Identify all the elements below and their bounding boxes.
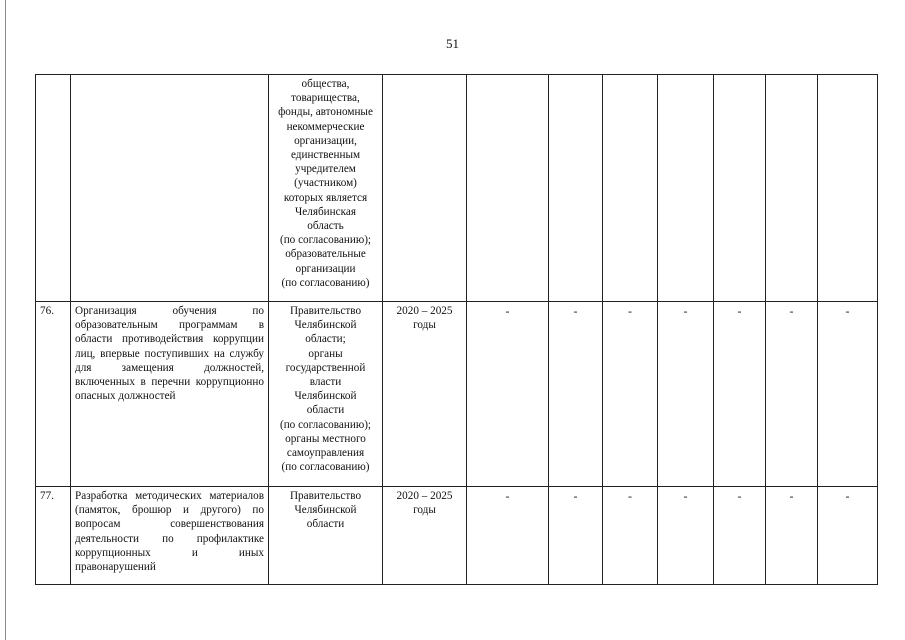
cell-value: -	[766, 302, 818, 487]
cell-name: Организация обучения по образовательным программам в области противодействия коррупции лиц, впервые поступивших на службу для замещения должностей, включенных в перечни коррупционно опасных должностей	[71, 302, 269, 487]
cell-value: -	[467, 487, 549, 585]
table-row-76	[36, 302, 878, 487]
cell-value	[818, 75, 878, 302]
cell-value	[467, 75, 549, 302]
page-number: 51	[446, 36, 459, 51]
cell-value	[714, 75, 766, 302]
activities-table	[35, 74, 878, 585]
table-row-77	[36, 487, 878, 585]
cell-executor: Правительство Челябинской области; органы государственной власти Челябинской области (по согласованию); органы местного самоуправления (по согласованию)	[269, 302, 383, 487]
cell-number: 76.	[36, 302, 71, 487]
cell-term: 2020 – 2025 годы	[383, 302, 467, 487]
cell-value: -	[467, 302, 549, 487]
table-row-continued	[36, 75, 878, 302]
cell-value	[658, 75, 714, 302]
cell-value: -	[549, 302, 603, 487]
cell-value	[766, 75, 818, 302]
cell-value: -	[549, 487, 603, 585]
cell-value: -	[603, 302, 658, 487]
cell-value: -	[714, 302, 766, 487]
cell-value: -	[658, 302, 714, 487]
cell-term	[383, 75, 467, 302]
cell-executor: Правительство Челябинской области	[269, 487, 383, 585]
cell-value: -	[818, 487, 878, 585]
cell-number	[36, 75, 71, 302]
cell-value: -	[818, 302, 878, 487]
cell-value: -	[603, 487, 658, 585]
cell-value	[549, 75, 603, 302]
cell-value	[603, 75, 658, 302]
cell-name	[71, 75, 269, 302]
cell-value: -	[766, 487, 818, 585]
cell-term: 2020 – 2025 годы	[383, 487, 467, 585]
cell-value: -	[658, 487, 714, 585]
left-margin-line	[5, 0, 6, 640]
cell-executor: общества, товарищества, фонды, автономные некоммерческие организации, единственным учредителем (участником) которых является Челябинская область (по согласованию); образовательные организации (по согласованию)	[269, 75, 383, 302]
cell-name: Разработка методических материалов (памяток, брошюр и другого) по вопросам совершенствования деятельности по профилактике коррупционных и иных правонарушений	[71, 487, 269, 585]
cell-number: 77.	[36, 487, 71, 585]
cell-value: -	[714, 487, 766, 585]
